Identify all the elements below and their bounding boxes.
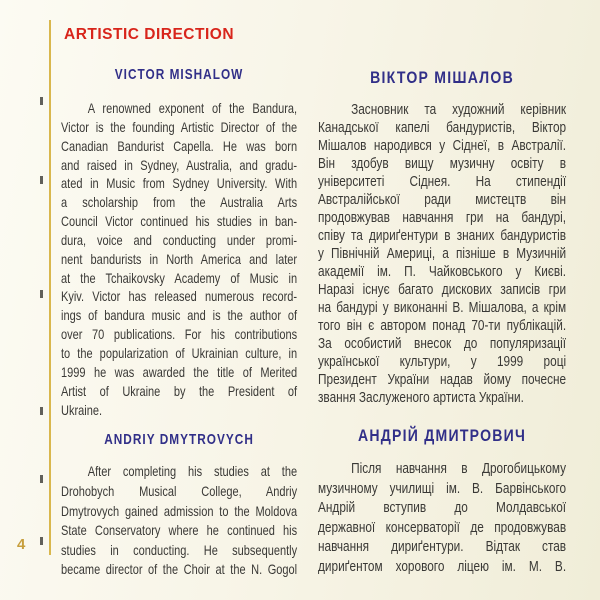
text-line: ings of bandura music and is the author of xyxy=(61,307,298,324)
heading-andriy-dmytrovych-uk: АНДРІЙ ДМИТРОВИЧ xyxy=(357,426,527,445)
text-line: Мішалов народився у Сіднеї, в Австралії. xyxy=(318,138,567,154)
heading-andriy-dmytrovych-en: ANDRIY DMYTROVYCH xyxy=(104,431,254,449)
text-line: to the popularization of Ukrainian culture, in xyxy=(61,344,298,361)
heading-victor-mishalow-en: VICTOR MISHALOW xyxy=(114,66,244,83)
text-line: a scholarship from the Australia Arts xyxy=(61,194,298,211)
text-line: Council Victor continued his studies in ban- xyxy=(61,213,298,230)
text-line: звання Заслуженого артиста України. xyxy=(318,390,524,406)
paragraph-victor-uk xyxy=(318,101,566,407)
text-line: Після навчання в Дрогобицькому xyxy=(351,461,567,477)
paragraph-andriy-uk xyxy=(318,460,566,577)
text-line: ated in Music from Sydney University. With xyxy=(61,175,298,192)
text-line: Президент України надав йому почесне xyxy=(318,372,567,388)
paragraph-victor-en xyxy=(61,99,297,419)
ukrainian-column xyxy=(318,60,566,577)
text-line: over 70 publications. For his contributions xyxy=(61,326,298,343)
heading-victor-mishalow-uk: ВІКТОР МІШАЛОВ xyxy=(370,68,514,87)
text-line: nent bandurists in North America and later xyxy=(61,250,298,267)
text-line: Dmytrovych gained admission to the Moldova xyxy=(61,502,298,519)
text-line: Ukraine. xyxy=(61,401,103,418)
page-number: 4 xyxy=(17,536,26,553)
section-title: ARTISTIC DIRECTION xyxy=(64,26,235,43)
text-line: у Північній Америці, а пізніше в Музичній xyxy=(318,246,567,262)
text-line: Андрій вступив до Молдавської xyxy=(318,500,567,516)
text-line: дириґентом хорового ліцею ім. М. В. xyxy=(318,558,567,575)
text-line: After completing his studies at the xyxy=(87,463,298,480)
text-line: університеті Сіднея. На стипендії xyxy=(318,174,567,190)
text-line: at the Tchaikovsky Academy of Music in xyxy=(61,269,298,286)
text-line: studies in conducting. He subsequently xyxy=(61,541,298,558)
text-line: 1999 he was awarded the title of Merited xyxy=(61,363,298,380)
text-line: Canadian Bandurist Capella. He was born xyxy=(61,137,298,154)
text-line: на бандурі у виконанні В. Мішалова, а крім xyxy=(318,300,567,316)
paragraph-andriy-en xyxy=(61,462,297,580)
text-line: Наразі існує багато дискових записів гри xyxy=(318,282,567,298)
text-line: became director of the Choir at the N. Gogol xyxy=(61,561,298,578)
text-line: and raised in Sydney, Australia, and gradu- xyxy=(61,156,298,173)
text-line: продовжував навчання гри на бандурі, xyxy=(318,210,567,226)
text-line: співу та дириґентури в знаних бандуристів xyxy=(318,228,567,244)
text-line: dura, voice and conducting under promi- xyxy=(61,231,298,248)
text-line: академії ім. П. Чайковського у Києві. xyxy=(318,264,567,280)
text-line: Засновник та художний керівник xyxy=(351,102,567,118)
text-line: навчання дириґентури. Відтак став xyxy=(318,539,567,555)
text-line: того він є автором понад 70-ти публікацій. xyxy=(318,318,567,334)
text-line: Kyiv. Victor has released numerous record- xyxy=(61,288,298,305)
text-line: State Conservatory where he continued his xyxy=(61,522,298,539)
text-line: музичному училищі ім. В. Барвінського xyxy=(318,480,567,497)
english-column xyxy=(61,60,297,580)
left-gold-rule xyxy=(49,20,51,555)
text-line: Він здобув вищу музичну освіту в xyxy=(318,156,567,172)
text-line: Drohobych Musical College, Andriy xyxy=(61,482,298,499)
text-line: Австралійської ради мистецтв він xyxy=(318,192,567,208)
text-line: української культури, у 1999 році xyxy=(318,354,567,370)
text-line: За особистий внесок до популяризації xyxy=(318,336,567,352)
text-line: Канадської капелі бандуристів, Віктор xyxy=(318,120,567,136)
text-line: Artist of Ukraine by the President of xyxy=(61,382,298,399)
text-line: A renowned exponent of the Bandura, xyxy=(87,100,298,116)
text-line: державної консерваторії де продовжував xyxy=(318,519,567,536)
text-line: Victor is the founding Artistic Director of the xyxy=(61,118,298,135)
